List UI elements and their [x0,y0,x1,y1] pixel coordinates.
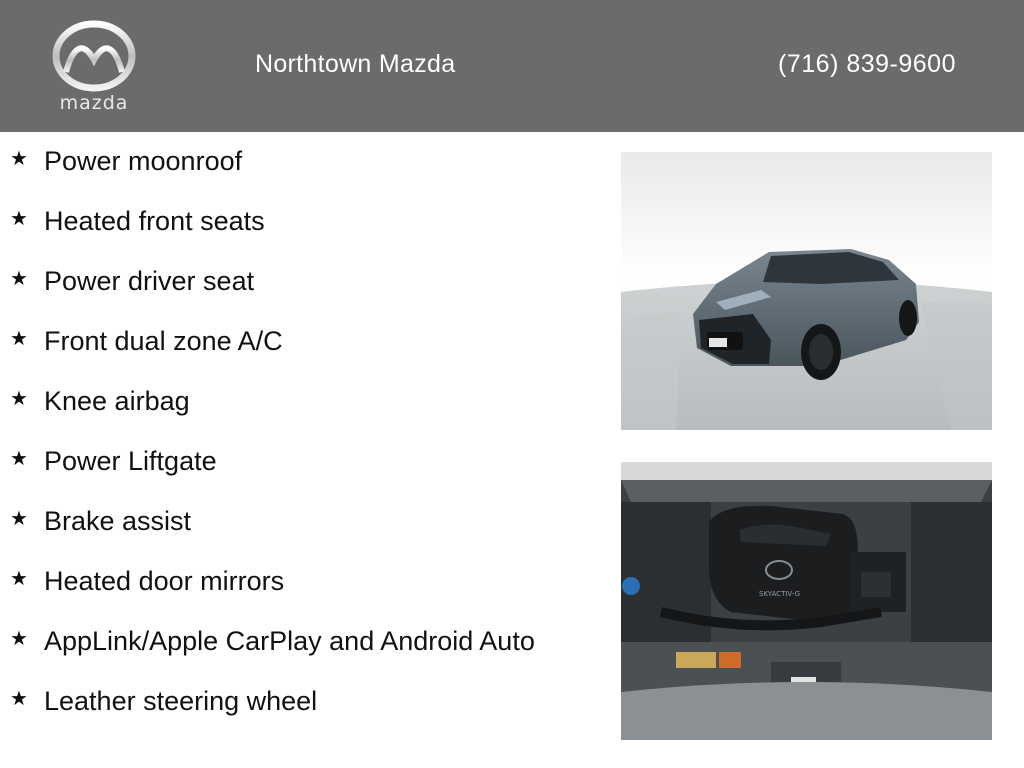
feature-label: Power moonroof [44,146,243,176]
dealer-name[interactable]: Northtown Mazda [255,50,456,78]
feature-item [10,624,570,659]
star-icon: ★ [10,268,28,290]
feature-item [10,684,570,719]
phone-number[interactable]: (716) 839-9600 [778,50,956,78]
vehicle-exterior-photo[interactable] [621,152,992,430]
feature-label: Knee airbag [44,386,190,416]
suv-image [621,152,992,430]
star-icon: ★ [10,688,28,710]
star-icon: ★ [10,628,28,650]
feature-label: Power Liftgate [44,446,217,476]
star-icon: ★ [10,568,28,590]
star-icon: ★ [10,148,28,170]
feature-list [10,144,570,744]
feature-item [10,504,570,539]
feature-item [10,144,570,179]
star-icon: ★ [10,448,28,470]
feature-label: Front dual zone A/C [44,326,283,356]
mazda-emblem-icon [44,20,144,92]
feature-label: Leather steering wheel [44,686,318,716]
star-icon: ★ [10,388,28,410]
engine-image [621,462,992,740]
star-icon: ★ [10,328,28,350]
feature-item [10,204,570,239]
star-icon: ★ [10,508,28,530]
feature-item [10,324,570,359]
mazda-logo[interactable] [44,20,144,115]
feature-item [10,264,570,299]
feature-item [10,384,570,419]
mazda-wordmark: mazda [59,92,129,114]
engine-bay-photo[interactable] [621,462,992,740]
header-bar [0,0,1024,132]
feature-label: Brake assist [44,506,192,536]
feature-item [10,444,570,479]
feature-item [10,564,570,599]
feature-label: Heated door mirrors [44,566,285,596]
engine-cover-text: SKYACTIV-G [759,590,800,598]
feature-label: Heated front seats [44,206,265,236]
feature-label: AppLink/Apple CarPlay and Android Auto [44,626,535,656]
star-icon: ★ [10,208,28,230]
feature-label: Power driver seat [44,266,255,296]
